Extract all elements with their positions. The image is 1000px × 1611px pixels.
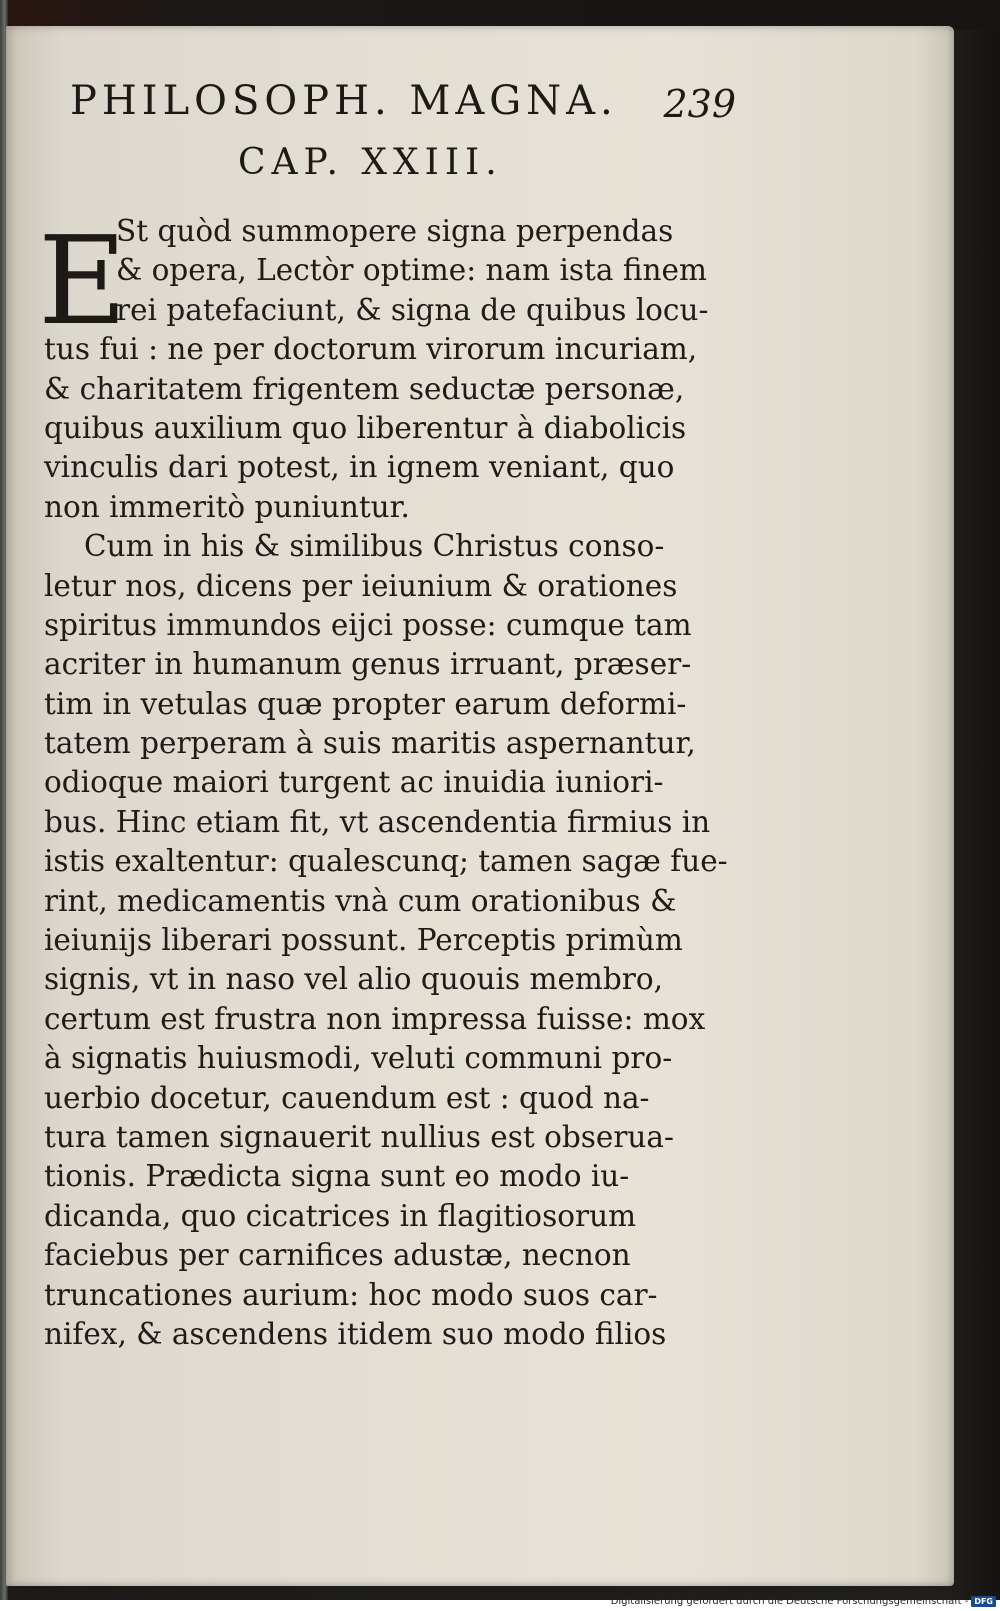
text-line: tura tamen signauerit nullius est obserua- (44, 1119, 674, 1154)
body-text (44, 212, 734, 1354)
text-line: rint, medicamentis vnà cum orationibus & (44, 883, 677, 918)
page-number: 239 (663, 82, 736, 126)
text-line: certum est frustra non impressa fuisse: mox (44, 1001, 706, 1036)
dfg-logo: DFG (971, 1596, 996, 1607)
text-line: bus. Hinc etiam fit, vt ascendentia firmius in (44, 804, 711, 839)
text-line: rei patefaciunt, & signa de quibus locu- (116, 292, 709, 327)
text-line: tus fui : ne per doctorum virorum incuriam, (44, 332, 698, 367)
text-line: odioque maiori turgent ac inuidia iuniori- (44, 765, 664, 800)
text-line: tionis. Prædicta signa sunt eo modo iu- (44, 1159, 630, 1194)
text-line: ieiunijs liberari possunt. Perceptis primùm (44, 923, 683, 958)
text-line: tatem perperam à suis maritis aspernantur, (44, 726, 696, 761)
text-line: istis exaltentur: qualescunq; tamen sagæ fue- (44, 844, 728, 879)
text-line: nifex, & ascendens itidem suo modo filios (44, 1316, 667, 1351)
text-line: vinculis dari potest, in ignem veniant, quo (44, 450, 675, 485)
text-line: spiritus immundos eijci posse: cumque tam (44, 607, 692, 642)
chapter-heading: CAP. XXIII. (238, 142, 503, 183)
text-line: signis, vt in naso vel alio quouis membro, (44, 962, 664, 997)
text-line: & charitatem frigentem seductæ personæ, (44, 371, 685, 406)
text-line: acriter in humanum genus irruant, præser- (44, 647, 692, 682)
text-line: letur nos, dicens per ieiunium & orationes (44, 568, 678, 603)
text-line: Cum in his & similibus Christus conso- (84, 529, 665, 564)
text-line: faciebus per carnifices adustæ, necnon (44, 1238, 631, 1273)
text-line: quibus auxilium quo liberentur à diabolicis (44, 410, 687, 445)
text-line: non immeritò puniuntur. (44, 489, 410, 524)
drop-cap-initial: E (38, 210, 128, 352)
digitization-credit (611, 1596, 996, 1607)
page-header (70, 78, 736, 128)
text-line: dicanda, quo cicatrices in flagitiosorum (44, 1198, 637, 1233)
text-line: St quòd summopere signa perpendas (116, 214, 674, 248)
credit-text: Digitalisierung gefördert durch die Deutsche Forschungsgemeinschaft - (610, 1596, 969, 1607)
text-line: tim in vetulas quæ propter earum deformi- (44, 686, 687, 721)
text-line: & opera, Lectòr optime: nam ista finem (116, 253, 707, 288)
text-line: truncationes aurium: hoc modo suos car- (44, 1277, 658, 1312)
running-title: PHILOSOPH. MAGNA. (70, 78, 618, 124)
text-line: à signatis huiusmodi, veluti communi pro- (44, 1041, 673, 1076)
text-line: uerbio docetur, cauendum est : quod na- (44, 1080, 650, 1115)
